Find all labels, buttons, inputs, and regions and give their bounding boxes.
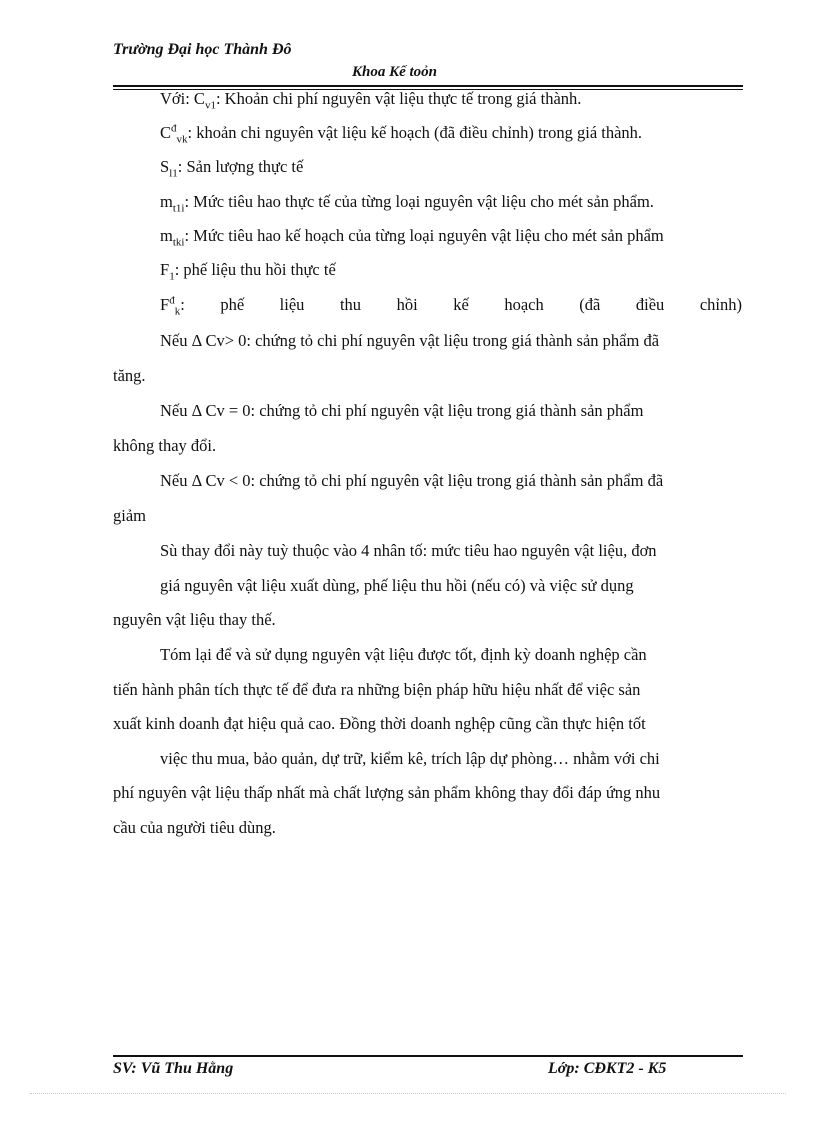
case-positive-line1: Nếu Δ Cv> 0: chứng tỏ chi phí nguyên vật liệu trong giá thành sản phẩm đã <box>160 331 660 350</box>
summary-line3: xuất kinh doanh đạt hiệu quả cao. Đồng thời doanh nghệp cũng cần thực hiện tốt <box>113 714 646 733</box>
definition-fdk: $F^đ_k$: phế liệu thu hồi kế hoạch (đã điều chỉnh) <box>160 294 742 318</box>
definition-f1: $F_1$: phế liệu thu hồi thực tế <box>160 260 336 283</box>
definition-mtki: $m_{tki}$: Mức tiêu hao kế hoạch của từng loại nguyên vật liệu cho mét sản phẩm <box>160 226 664 249</box>
factors-line1: Sù thay đổi này tuỳ thuộc vào 4 nhân tố: mức tiêu hao nguyên vật liệu, đơn <box>160 541 657 560</box>
header-department: Khoa Kế toỏn <box>352 64 438 80</box>
footer-rule <box>113 1055 743 1057</box>
case-negative-line2: giảm <box>113 506 146 525</box>
summary-line5: phí nguyên vật liệu thấp nhất mà chất lượng sản phẩm không thay đổi đáp ứng nhu <box>113 783 661 802</box>
case-positive-line2: tăng. <box>113 366 146 385</box>
case-negative-line1: Nếu Δ Cv < 0: chứng tỏ chi phí nguyên vật liệu trong giá thành sản phẩm đã <box>160 471 664 490</box>
summary-line1: Tóm lại để và sử dụng nguyên vật liệu được tốt, định kỳ doanh nghệp cần <box>160 645 647 664</box>
summary-line6: cầu của người tiêu dùng. <box>113 818 276 837</box>
summary-line2: tiến hành phân tích thực tế để đưa ra những biện pháp hữu hiệu nhất để việc sản <box>113 680 641 699</box>
case-zero-line2: không thay đổi. <box>113 436 217 455</box>
footer-class: Lớp: CĐKT2 - K5 <box>548 1060 667 1077</box>
summary-line4: việc thu mua, bảo quản, dự trữ, kiểm kê, trích lập dự phòng… nhằm với chi <box>160 749 660 768</box>
page-edge-dots <box>30 1093 786 1094</box>
definition-cv1: Với: $C_{v1}$: Khoản chi phí nguyên vật liệu thực tế trong giá thành. <box>160 89 582 112</box>
header-rule <box>113 85 743 87</box>
definition-cdvk: $C^đ_{vk}$: khoản chi nguyên vật liệu kế hoạch (đã điều chỉnh) trong giá thành. <box>160 122 643 146</box>
factors-line2: giá nguyên vật liệu xuất dùng, phế liệu thu hồi (nếu có) và việc sử dụng <box>160 576 634 595</box>
definition-mt1i: $m_{t1i}$: Mức tiêu hao thực tế của từng loại nguyên vật liệu cho mét sản phẩm. <box>160 192 654 215</box>
case-zero-line1: Nếu Δ Cv = 0: chứng tỏ chi phí nguyên vật liệu trong giá thành sản phẩm <box>160 401 644 420</box>
header-school: Trường Đại học Thành Đô <box>113 41 292 58</box>
factors-line3: nguyên vật liệu thay thế. <box>113 610 276 629</box>
footer-student: SV: Vũ Thu Hằng <box>113 1060 234 1077</box>
definition-sl1: $S_{l1}$: Sản lượng thực tế <box>160 157 304 180</box>
